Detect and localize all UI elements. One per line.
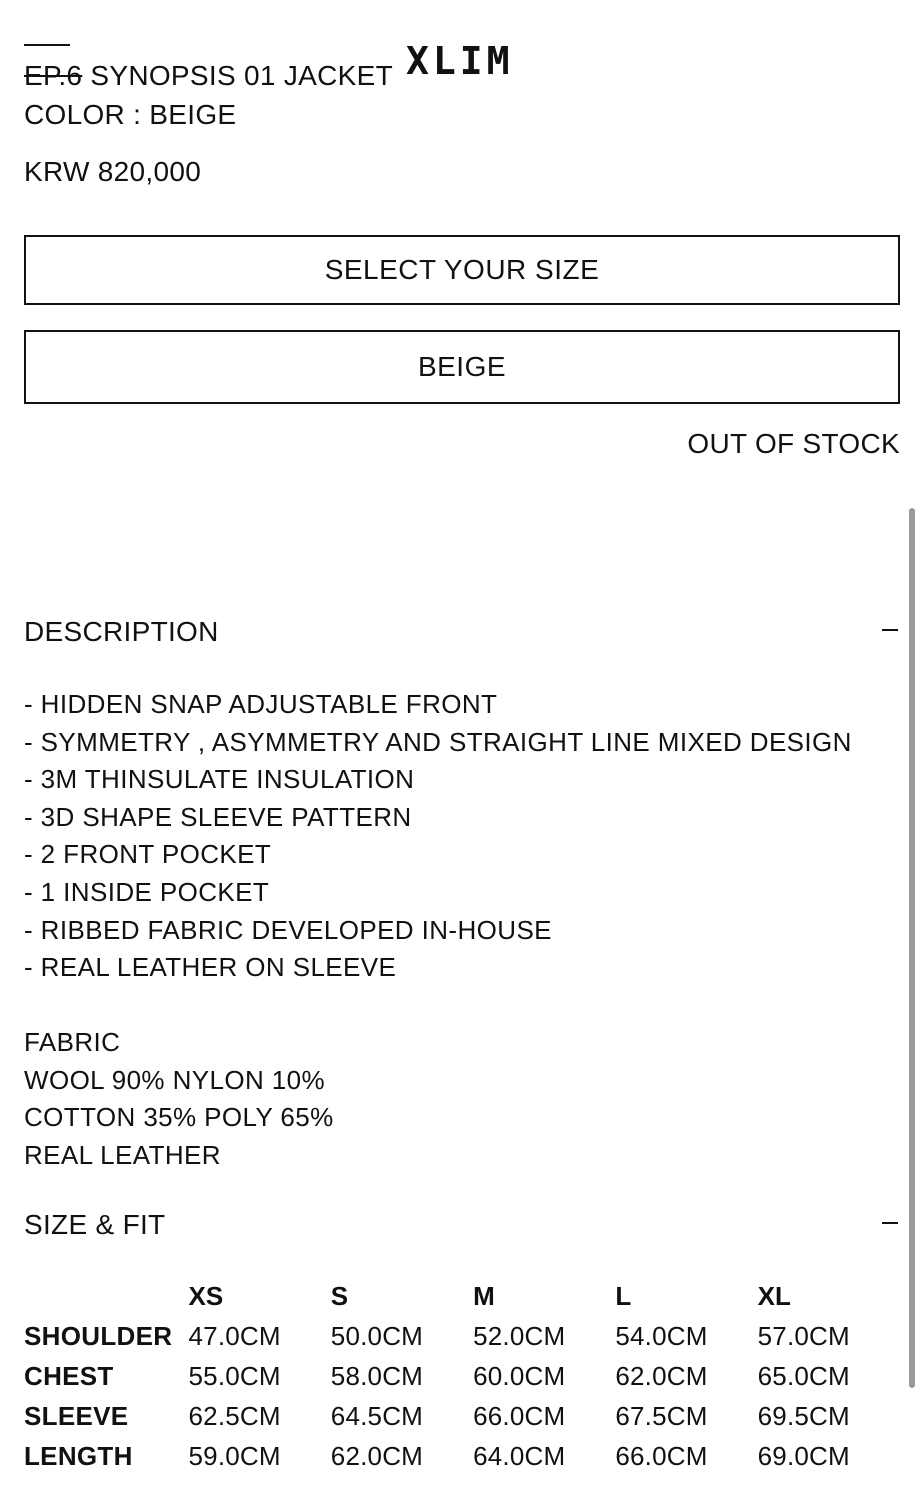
measure-value: 69.5CM xyxy=(757,1400,850,1431)
size-col-header: M xyxy=(473,1280,495,1311)
measure-label: SHOULDER xyxy=(24,1320,173,1351)
select-size-button[interactable] xyxy=(24,235,900,305)
product-color: COLOR : BEIGE xyxy=(24,99,237,130)
size-fit-collapse-icon[interactable] xyxy=(882,1222,898,1224)
measure-value: 54.0CM xyxy=(615,1320,708,1351)
fabric-line: REAL LEATHER xyxy=(24,1139,221,1170)
measure-value: 52.0CM xyxy=(473,1320,566,1351)
description-list xyxy=(24,686,852,987)
description-item: - 2 FRONT POCKET xyxy=(24,839,272,870)
scrollbar[interactable] xyxy=(909,508,915,1388)
description-item: - 1 INSIDE POCKET xyxy=(24,876,270,907)
brand-logo[interactable]: XLIM xyxy=(406,39,514,83)
size-header-corner xyxy=(24,1276,189,1316)
color-option-label: BEIGE xyxy=(417,351,507,382)
table-row xyxy=(24,1436,900,1476)
size-col-header: L xyxy=(615,1280,632,1311)
measure-value: 60.0CM xyxy=(473,1360,566,1391)
size-col-header: S xyxy=(330,1280,349,1311)
measure-value: 64.0CM xyxy=(473,1440,566,1471)
description-item: - REAL LEATHER ON SLEEVE xyxy=(24,952,397,983)
measure-label: CHEST xyxy=(24,1360,114,1391)
product-price: KRW 820,000 xyxy=(24,156,202,187)
measure-value: 62.0CM xyxy=(330,1440,424,1471)
product-title-prefix: EP.6 xyxy=(24,60,83,91)
color-option-button[interactable] xyxy=(24,330,900,404)
measure-value: 57.0CM xyxy=(757,1320,850,1351)
fabric-label: FABRIC xyxy=(24,1027,121,1057)
product-title-name: SYNOPSIS 01 JACKET xyxy=(82,60,393,91)
stock-status: OUT OF STOCK xyxy=(687,428,900,459)
size-col-header: XL xyxy=(757,1280,791,1311)
description-item: - HIDDEN SNAP ADJUSTABLE FRONT xyxy=(24,689,498,719)
measure-value: 62.0CM xyxy=(615,1360,708,1391)
description-item: - 3M THINSULATE INSULATION xyxy=(24,764,415,795)
size-col-header: XS xyxy=(188,1280,224,1311)
table-row xyxy=(24,1316,900,1356)
fabric-line: WOOL 90% NYLON 10% xyxy=(24,1064,326,1095)
description-collapse-icon[interactable] xyxy=(882,629,898,631)
measure-label: SLEEVE xyxy=(24,1400,129,1431)
measure-value: 62.5CM xyxy=(188,1400,281,1431)
select-size-label: SELECT YOUR SIZE xyxy=(324,254,600,285)
description-heading[interactable]: DESCRIPTION xyxy=(24,616,219,647)
measure-label: LENGTH xyxy=(24,1440,133,1471)
table-row xyxy=(24,1396,900,1436)
fabric-line: COTTON 35% POLY 65% xyxy=(24,1102,334,1133)
measure-value: 55.0CM xyxy=(188,1360,281,1391)
measure-value: 58.0CM xyxy=(330,1360,424,1391)
description-item: - RIBBED FABRIC DEVELOPED IN-HOUSE xyxy=(24,914,552,945)
description-item: - SYMMETRY , ASYMMETRY AND STRAIGHT LINE MIXED DESIGN xyxy=(24,726,852,757)
measure-value: 65.0CM xyxy=(757,1360,850,1391)
menu-icon[interactable] xyxy=(24,44,70,46)
size-header-row xyxy=(24,1276,900,1316)
size-table xyxy=(24,1276,900,1476)
measure-value: 64.5CM xyxy=(330,1400,424,1431)
measure-value: 67.5CM xyxy=(615,1400,708,1431)
measure-value: 47.0CM xyxy=(188,1320,281,1351)
measure-value: 50.0CM xyxy=(330,1320,424,1351)
description-item: - 3D SHAPE SLEEVE PATTERN xyxy=(24,801,412,832)
size-fit-heading[interactable]: SIZE & FIT xyxy=(24,1209,166,1240)
measure-value: 59.0CM xyxy=(188,1440,281,1471)
product-title xyxy=(24,60,393,92)
table-row xyxy=(24,1356,900,1396)
measure-value: 66.0CM xyxy=(615,1440,708,1471)
measure-value: 66.0CM xyxy=(473,1400,566,1431)
fabric-info xyxy=(24,1024,334,1174)
measure-value: 69.0CM xyxy=(757,1440,850,1471)
